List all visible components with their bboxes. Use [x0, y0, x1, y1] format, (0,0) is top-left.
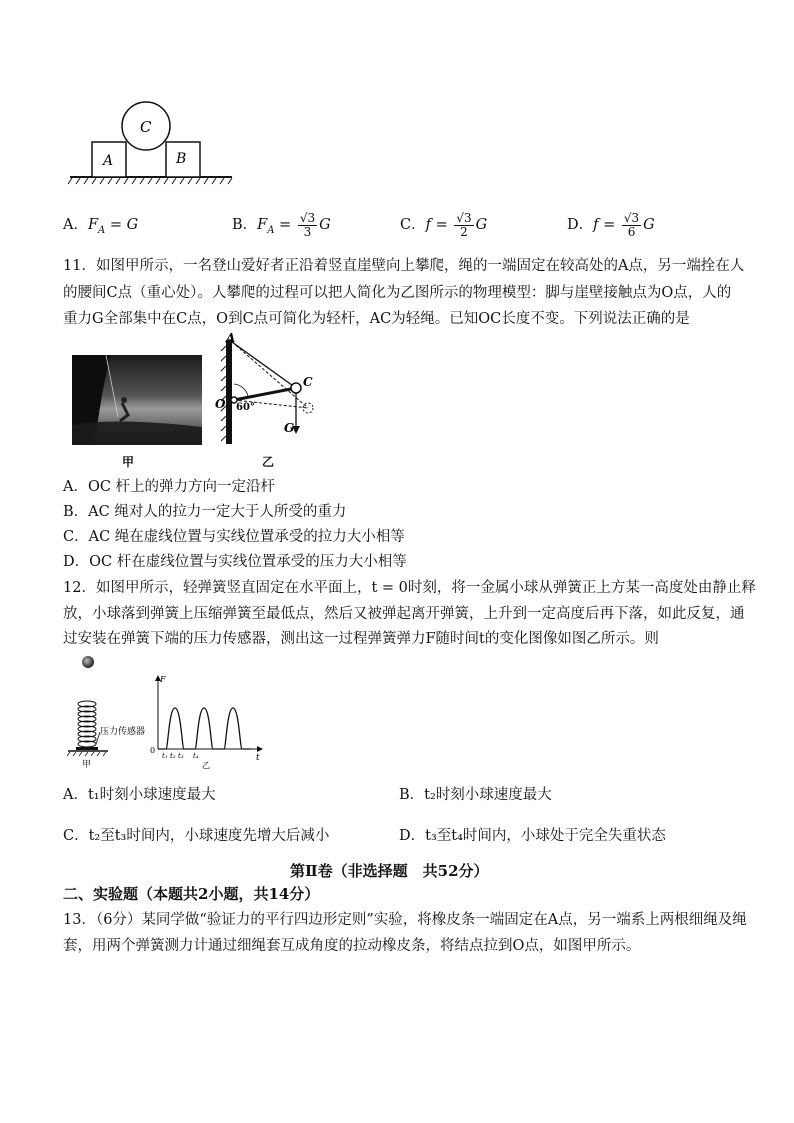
part-heading: 二、实验题（本题共2小题，共14分） — [63, 885, 320, 903]
caption-jia: 甲 — [122, 455, 135, 469]
tick-t3: t₃ — [178, 752, 184, 760]
label-b: B — [176, 151, 187, 167]
q10-option-c[interactable]: C．f = $\frac{√3}{2}$ G — [400, 210, 488, 239]
q12-stem-line-3: 过安装在弹簧下端的压力传感器，测出这一过程弹簧弹力F随时间t的变化图像如图乙所示。则 — [63, 631, 659, 647]
q12-option-d[interactable]: D．t₃至t₄时间内，小球处于完全失重状态 — [399, 828, 666, 844]
q11-photo-jia — [72, 355, 202, 445]
tick-t4: t₄ — [193, 752, 199, 760]
q13-stem-line-2: 套，用两个弹簧测力计通过细绳套互成角度的拉动橡皮条，将结点拉到O点，如图甲所示。 — [63, 938, 641, 954]
fraction: $\frac{√3}{6}$ — [623, 210, 640, 239]
angle-label: 60° — [236, 402, 255, 413]
q10-option-d[interactable]: D．f = $\frac{√3}{6}$ G — [567, 210, 655, 239]
label-o: O — [215, 397, 226, 411]
label-g: G — [284, 421, 295, 435]
section-title: 第Ⅱ卷（非选择题 共52分） — [290, 862, 489, 880]
axis-label-t: t — [256, 753, 260, 763]
sensor-label: 压力传感器 — [100, 727, 146, 737]
q12-stem-line-2: 放，小球落到弹簧上压缩弹簧至最低点，然后又被弹起离开弹簧，上升到一定高度后再下落，如此反复，通 — [63, 606, 745, 622]
label-a: A — [226, 332, 236, 345]
tick-t1: t₁ — [162, 752, 168, 760]
label-c: C — [140, 118, 152, 136]
label-c: C — [303, 375, 313, 389]
force-curve — [158, 708, 251, 749]
label-a: A — [103, 153, 114, 169]
caption-yi: 乙 — [202, 761, 210, 770]
q12-option-b[interactable]: B．t₂时刻小球速度最大 — [399, 787, 552, 803]
q12-spring-figure — [64, 652, 154, 770]
q10-figure — [66, 94, 236, 186]
q12-option-a[interactable]: A．t₁时刻小球速度最大 — [63, 787, 216, 803]
q12-stem-line-1: 12．如图甲所示，轻弹簧竖直固定在水平面上，t = 0时刻，将一金属小球从弹簧正上方某一高度处由静止释 — [63, 580, 756, 596]
metal-ball — [82, 656, 94, 668]
q11-model-yi — [212, 332, 324, 452]
q10-option-a[interactable]: A．$F_A = G$ — [63, 217, 139, 236]
q11-option-c[interactable]: C．AC 绳在虚线位置与实线位置承受的拉力大小相等 — [63, 529, 405, 545]
fraction: $\frac{√3}{3}$ — [299, 210, 316, 239]
q11-stem-line-2: 的腰间C点（重心处）。人攀爬的过程可以把人简化为乙图所示的物理模型：脚与崖壁接触点为O点，人的 — [63, 285, 732, 301]
q13-stem-line-1: 13．（6分）某同学做“验证力的平行四边形定则”实验，将橡皮条一端固定在A点，另一端系上两根细绳及绳 — [63, 912, 747, 928]
q11-stem-line-3: 重力G全部集中在C点，O到C点可简化为轻杆，AC为轻绳。已知OC长度不变。下列说法正确的是 — [63, 311, 690, 327]
caption-yi: 乙 — [262, 455, 275, 469]
q12-option-c[interactable]: C．t₂至t₃时间内，小球速度先增大后减小 — [63, 828, 330, 844]
q11-stem-line-1: 11．如图甲所示，一名登山爱好者正沿着竖直崖壁向上攀爬，绳的一端固定在较高处的A点，另一端拴在人 — [63, 258, 745, 274]
q12-force-time-graph — [148, 672, 266, 770]
cliff-wall — [226, 340, 232, 444]
fraction: $\frac{√3}{2}$ — [456, 210, 472, 239]
origin-label: 0 — [150, 746, 156, 755]
q11-option-b[interactable]: B．AC 绳对人的拉力一定大于人所受的重力 — [63, 504, 347, 520]
q11-option-a[interactable]: A．OC 杆上的弹力方向一定沿杆 — [63, 479, 276, 495]
q10-option-b[interactable]: B．$F_A$ = $\frac{√3}{3}$ G — [232, 210, 331, 239]
axis-label-f: F — [160, 675, 166, 684]
tick-t2: t₂ — [170, 752, 176, 760]
caption-jia: 甲 — [82, 760, 92, 770]
q11-option-d[interactable]: D．OC 杆在虚线位置与实线位置承受的压力大小相等 — [63, 554, 407, 570]
rope-ac — [232, 342, 296, 388]
